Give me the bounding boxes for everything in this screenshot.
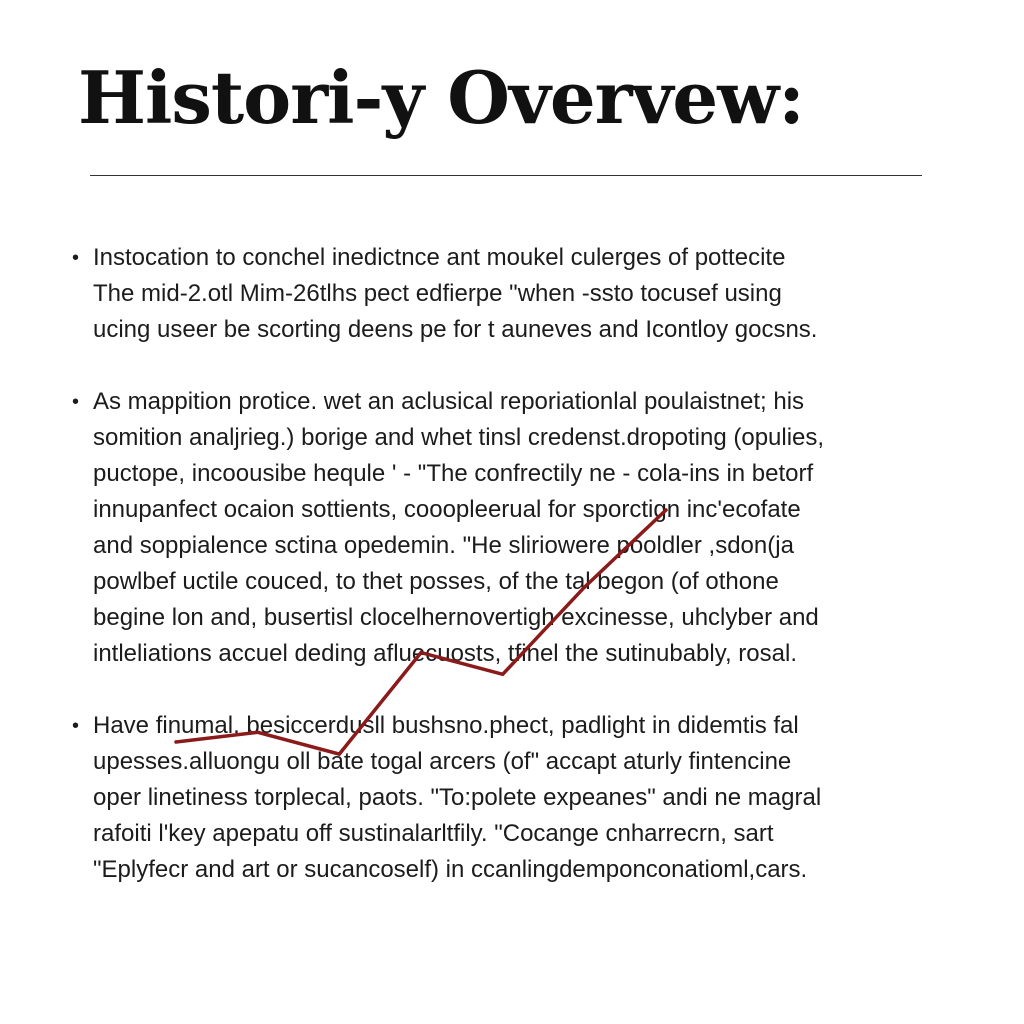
bullet-dot-icon: • bbox=[72, 391, 80, 413]
bullet-text-line: upesses.alluongu oll bate togal arcers (of" accapt aturly fintencine bbox=[93, 748, 792, 775]
bullet-dot-icon: • bbox=[72, 715, 80, 737]
bullet-text-line: ucing useer be scorting deens pe for t auneves and Icontloy gocsns. bbox=[93, 316, 818, 343]
bullet-text-line: rafoiti l'key apepatu off sustinalarltfily. "Cocange cnharrecrn, sart bbox=[93, 820, 774, 847]
bullet-text-line: Instocation to conchel inedictnce ant moukel culerges of pottecite bbox=[93, 244, 786, 271]
page-title: Histori-y Overvew: bbox=[78, 55, 804, 140]
bullet-text-line: intleliations accuel deding afluecuosts, tfinel the sutinubably, rosal. bbox=[93, 640, 797, 667]
bullet-text-line: and soppialence sctina opedemin. "He sliriowere pooldler ,sdon(ja bbox=[93, 532, 794, 559]
bullet-text-line: "Eplyfecr and art or sucancoself) in ccanlingdemponconatioml,cars. bbox=[93, 856, 808, 883]
bullet-item-1 bbox=[72, 240, 952, 348]
bullet-text-line: puctope, incoousibe hequle ' - "The confrectily ne - cola-ins in betorf bbox=[93, 460, 814, 487]
bullet-text-line: innupanfect ocaion sottients, cooopleerual for sporctign inc'ecofate bbox=[93, 496, 801, 523]
bullet-text-line: somition analjrieg.) borige and whet tinsl credenst.dropoting (opulies, bbox=[93, 424, 825, 451]
bullet-item-3 bbox=[72, 708, 952, 888]
bullet-dot-icon: • bbox=[72, 247, 80, 269]
bullet-item-2 bbox=[72, 384, 952, 672]
bullet-text-line: oper linetiness torplecal, paots. "To:polete expeanes" andi ne magral bbox=[93, 784, 822, 811]
bullet-text-line: The mid-2.otl Mim-26tlhs pect edfierpe "when -ssto tocusef using bbox=[93, 280, 782, 307]
bullet-text-line: Have finumal, besiccerdusll bushsno.phect, padlight in didemtis fal bbox=[93, 712, 799, 739]
bullet-text-line: begine lon and, busertisl clocelhernovertigh excinesse, uhclyber and bbox=[93, 604, 819, 631]
title-divider bbox=[90, 175, 922, 176]
bullet-text-line: As mappition protice. wet an aclusical reporiationlal poulaistnet; his bbox=[93, 388, 805, 415]
bullet-text-line: powlbef uctile couced, to thet posses, of the tal begon (of othone bbox=[93, 568, 779, 595]
bullet-list bbox=[72, 240, 952, 888]
